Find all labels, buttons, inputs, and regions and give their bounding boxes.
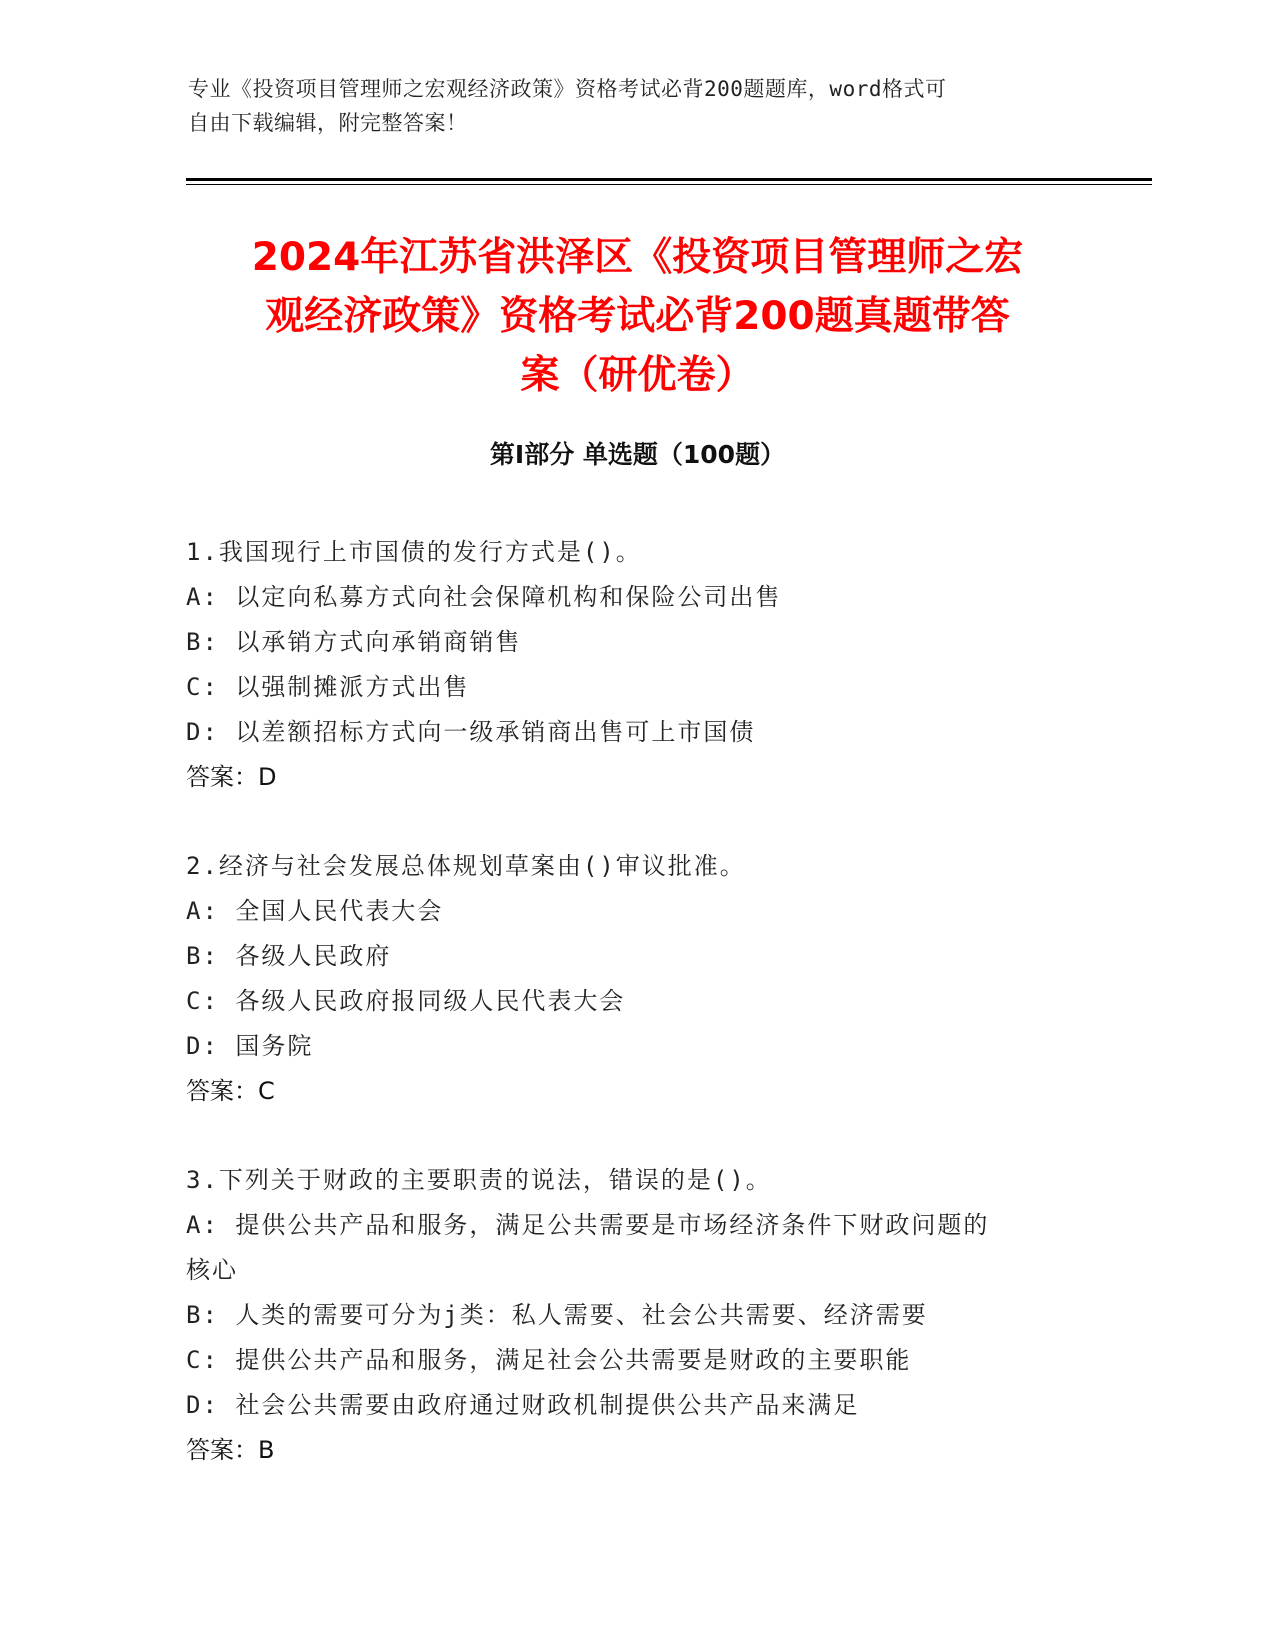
question-list [186,530,1086,1517]
question-3 [186,1158,1086,1473]
answer: 答案：D [186,763,277,791]
answer: 答案：C [186,1077,275,1105]
question-2 [186,844,1086,1114]
option-c: C: 以强制摊派方式出售 [186,673,470,701]
title-line-1: 2024年江苏省洪泽区《投资项目管理师之宏 [251,235,1024,280]
option-d: D: 国务院 [186,1032,314,1060]
answer: 答案：B [186,1436,275,1464]
question-stem: 3.下列关于财政的主要职责的说法，错误的是()。 [186,1166,772,1194]
document-title [170,228,1105,405]
option-c: C: 提供公共产品和服务，满足社会公共需要是财政的主要职能 [186,1346,912,1374]
question-stem: 1.我国现行上市国债的发行方式是()。 [186,538,642,566]
header-note-line-2: 自由下载编辑，附完整答案！ [188,111,468,135]
section-heading: 第I部分 单选题（100题） [489,440,786,469]
header-note [188,72,1068,140]
option-a-line-2: 核心 [186,1256,238,1284]
title-line-3: 案（研优卷） [520,353,755,398]
question-1 [186,530,1086,800]
header-rule-thin [186,184,1152,185]
header-note-line-1: 专业《投资项目管理师之宏观经济政策》资格考试必背200题题库，word格式可 [188,77,947,101]
option-d: D: 以差额招标方式向一级承销商出售可上市国债 [186,718,756,746]
question-stem: 2.经济与社会发展总体规划草案由()审议批准。 [186,852,746,880]
title-line-2: 观经济政策》资格考试必背200题真题带答 [265,294,1010,339]
option-b: B: 以承销方式向承销商销售 [186,628,522,656]
header-rule-thick [186,178,1152,181]
option-c: C: 各级人民政府报同级人民代表大会 [186,987,626,1015]
option-d: D: 社会公共需要由政府通过财政机制提供公共产品来满足 [186,1391,860,1419]
option-a: A: 以定向私募方式向社会保障机构和保险公司出售 [186,583,782,611]
option-a: A: 全国人民代表大会 [186,897,444,925]
option-a-line-1: A: 提供公共产品和服务，满足公共需要是市场经济条件下财政问题的 [186,1211,990,1239]
option-b: B: 人类的需要可分为j类：私人需要、社会公共需要、经济需要 [186,1301,928,1329]
option-b: B: 各级人民政府 [186,942,392,970]
